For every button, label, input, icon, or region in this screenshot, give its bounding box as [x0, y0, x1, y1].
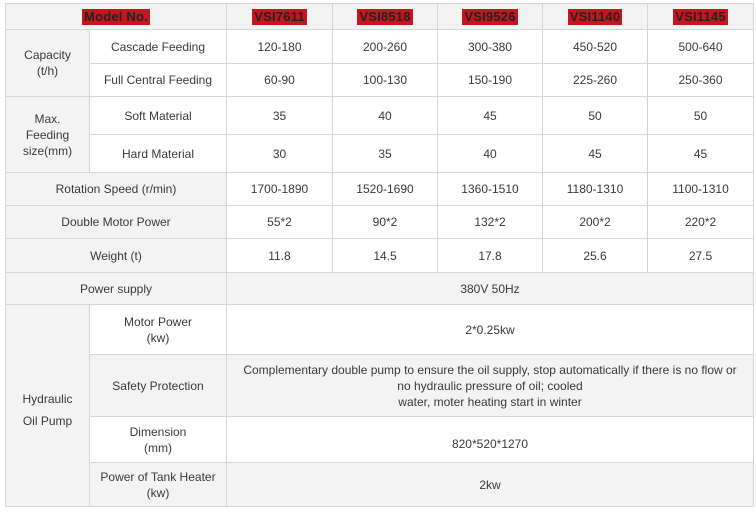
cell-value: 380V 50Hz: [227, 273, 754, 305]
table-row: [6, 355, 754, 417]
model-name: VSI1140: [569, 8, 621, 24]
cell-value: 1180-1310: [543, 173, 648, 206]
row-label: Cascade Feeding: [90, 30, 227, 64]
row-label-line: Dimension: [129, 424, 187, 439]
model-name: VSI7611: [254, 8, 305, 24]
table-row: [6, 173, 754, 206]
header-row: [6, 4, 754, 30]
model-label-cell: [6, 4, 227, 30]
cell-value: 90*2: [333, 206, 438, 239]
cell-value: 14.5: [333, 239, 438, 273]
table-row: [6, 239, 754, 273]
cell-value: 120-180: [227, 30, 333, 64]
group-label-line: Hydraulic: [22, 391, 73, 406]
cell-value: 30: [227, 135, 333, 173]
cell-value: 17.8: [438, 239, 543, 273]
model-cell: [333, 4, 438, 30]
table-row: [6, 305, 754, 355]
safety-text-line: Complementary double pump to ensure the oil supply, stop automatically if there is no flow or: [243, 362, 737, 377]
cell-value: 45: [543, 135, 648, 173]
cell-value: 200*2: [543, 206, 648, 239]
row-label: Full Central Feeding: [90, 64, 227, 97]
table-row: [6, 463, 754, 507]
model-cell: [648, 4, 754, 30]
cell-value: 11.8: [227, 239, 333, 273]
cell-value: 2kw: [227, 463, 754, 507]
safety-text-line: no hydraulic pressure of oil; cooled: [397, 378, 583, 393]
model-name: VSI1145: [675, 8, 726, 24]
model-name: VSI8518: [359, 8, 411, 24]
cell-value: 50: [648, 97, 754, 135]
safety-text-line: water, moter heating start in winter: [398, 394, 582, 409]
model-cell: [227, 4, 333, 30]
cell-value: 55*2: [227, 206, 333, 239]
cell-value: 500-640: [648, 30, 754, 64]
cell-value: 450-520: [543, 30, 648, 64]
row-label: [90, 417, 227, 463]
cell-value: 45: [648, 135, 754, 173]
row-label: Rotation Speed (r/min): [6, 173, 227, 206]
cell-value: 250-360: [648, 64, 754, 97]
cell-value: 1700-1890: [227, 173, 333, 206]
row-label: Double Motor Power: [6, 206, 227, 239]
row-label-line: (kw): [146, 330, 170, 345]
cell-value: 225-260: [543, 64, 648, 97]
cell-value: [227, 355, 754, 417]
cell-value: 100-130: [333, 64, 438, 97]
row-label: Weight (t): [6, 239, 227, 273]
row-label: Power supply: [6, 273, 227, 305]
cell-value: 45: [438, 97, 543, 135]
group-label-line: size(mm): [22, 143, 73, 158]
row-label: Soft Material: [90, 97, 227, 135]
group-label-line: Capacity: [24, 48, 71, 62]
row-label: Safety Protection: [90, 355, 227, 417]
table-row: [6, 135, 754, 173]
row-label-line: Motor Power: [123, 314, 193, 329]
table-row: [6, 417, 754, 463]
cell-value: 132*2: [438, 206, 543, 239]
table-row: [6, 206, 754, 239]
cell-value: 1100-1310: [648, 173, 754, 206]
spec-table: [5, 3, 754, 507]
cell-value: 300-380: [438, 30, 543, 64]
table-row: [6, 273, 754, 305]
row-label: Hard Material: [90, 135, 227, 173]
row-label-line: Power of Tank Heater: [100, 469, 216, 484]
table-row: [6, 97, 754, 135]
cell-value: 220*2: [648, 206, 754, 239]
model-name: VSI9526: [464, 8, 516, 24]
cell-value: 27.5: [648, 239, 754, 273]
feeding-size-group-label: [6, 97, 90, 173]
group-label-line: Feeding: [25, 127, 70, 142]
row-label-line: (kw): [146, 485, 170, 500]
group-label-line: Max.: [34, 111, 61, 126]
model-cell: [438, 4, 543, 30]
cell-value: 60-90: [227, 64, 333, 97]
model-label: Model No.: [84, 8, 148, 24]
cell-value: 35: [227, 97, 333, 135]
group-label-line: Oil Pump: [22, 413, 73, 428]
cell-value: 25.6: [543, 239, 648, 273]
group-label-line: (t/h): [36, 64, 59, 78]
row-label: [90, 305, 227, 355]
model-cell: [543, 4, 648, 30]
cell-value: 2*0.25kw: [227, 305, 754, 355]
row-label: [90, 463, 227, 507]
cell-value: 150-190: [438, 64, 543, 97]
row-label-line: (mm): [144, 440, 172, 455]
cell-value: 1360-1510: [438, 173, 543, 206]
capacity-group-label: [6, 30, 90, 97]
cell-value: 820*520*1270: [227, 417, 754, 463]
hydraulic-group-label: [6, 305, 90, 507]
table-row: [6, 64, 754, 97]
cell-value: 50: [543, 97, 648, 135]
cell-value: 1520-1690: [333, 173, 438, 206]
cell-value: 35: [333, 135, 438, 173]
cell-value: 40: [438, 135, 543, 173]
cell-value: 40: [333, 97, 438, 135]
cell-value: 200-260: [333, 30, 438, 64]
table-row: [6, 30, 754, 64]
